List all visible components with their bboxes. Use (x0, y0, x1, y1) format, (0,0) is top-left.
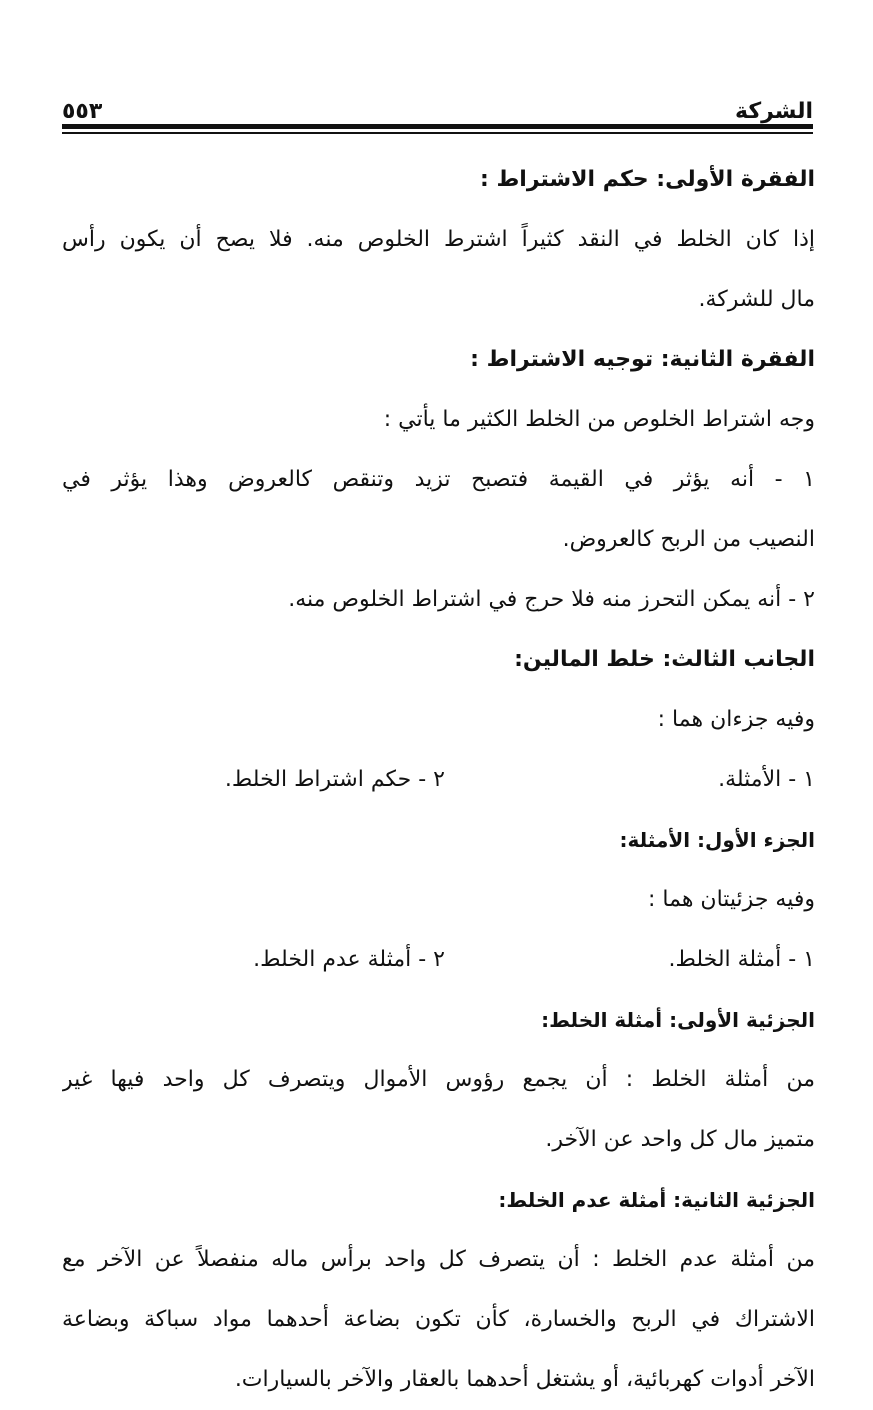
paragraph-line: متميز مال كل واحد عن الآخر. (545, 1127, 815, 1152)
page-header (62, 84, 813, 126)
paragraph-line: وجه اشتراط الخلوص من الخلط الكثير ما يأتي : (383, 407, 815, 432)
section-heading: الجانب الثالث: خلط المالين: (514, 647, 815, 672)
list-item: ٢ - أمثلة عدم الخلط. (253, 947, 445, 972)
page-number: ٥٥٣ (62, 99, 103, 124)
two-column-list (62, 930, 815, 990)
header-rule-thin (62, 132, 813, 134)
paragraph-line: الآخر أدوات كهربائية، أو يشتغل أحدهما بالعقار والآخر بالسيارات. (234, 1367, 815, 1392)
section-heading: الفقرة الأولى: حكم الاشتراط : (479, 167, 815, 192)
paragraph-line: من أمثلة الخلط : أن يجمع رؤوس الأموال ويتصرف كل واحد فيها غير (62, 1067, 815, 1092)
list-item: ١ - الأمثلة. (718, 767, 815, 792)
paragraph-line: الاشتراك في الربح والخسارة، كأن تكون بضاعة أحدهما مواد سباكة وبضاعة (62, 1307, 815, 1332)
paragraph-line: مال للشركة. (698, 287, 815, 312)
paragraph-line: وفيه جزئيتان هما : (648, 887, 815, 912)
list-item-line: ٢ - أنه يمكن التحرز منه فلا حرج في اشتراط الخلوص منه. (288, 587, 815, 612)
two-column-list (62, 750, 815, 810)
list-item: ٢ - حكم اشتراط الخلط. (224, 767, 445, 792)
subsection-heading: الجزئية الأولى: أمثلة الخلط: (541, 1008, 815, 1032)
list-item-line: النصيب من الربح كالعروض. (562, 527, 815, 552)
running-title: الشركة (734, 99, 813, 124)
section-heading: الفقرة الثانية: توجيه الاشتراط : (470, 347, 815, 372)
paragraph-line: وفيه جزءان هما : (657, 707, 815, 732)
list-item-line: ١ - أنه يؤثر في القيمة فتصبح تزيد وتنقص كالعروض وهذا يؤثر في (62, 467, 815, 492)
paragraph-line: من أمثلة عدم الخلط : أن يتصرف كل واحد برأس ماله منفصلاً عن الآخر مع (62, 1247, 815, 1272)
paragraph-line: إذا كان الخلط في النقد كثيراً اشترط الخلوص منه. فلا يصح أن يكون رأس (62, 227, 815, 252)
list-item: ١ - أمثلة الخلط. (668, 947, 815, 972)
page-body (62, 150, 815, 1410)
header-rule-thick (62, 124, 813, 129)
subsection-heading: الجزء الأول: الأمثلة: (619, 828, 815, 852)
subsection-heading: الجزئية الثانية: أمثلة عدم الخلط: (498, 1188, 815, 1212)
